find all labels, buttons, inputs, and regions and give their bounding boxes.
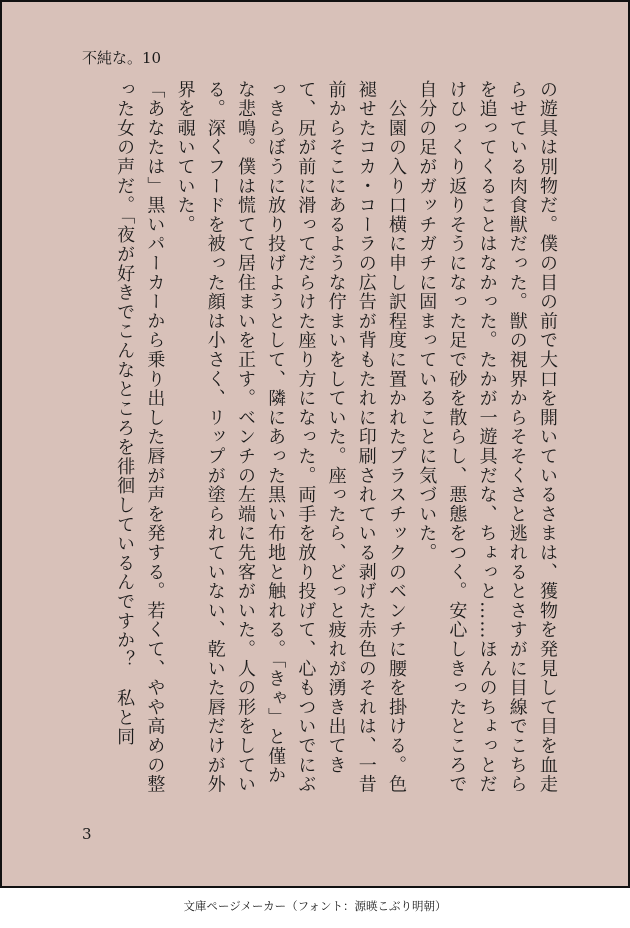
paragraph-1: の遊具は別物だ。僕の目の前で大口を開いているさまは、獲物を発見して目を血走らせている肉食獣だった。獣の視界からそそくさと逃れるとさすがに目線でこちらを追ってくることはなかった。たかが一遊具だな、ちょっと……ほんのちょっとだけひっくり返りそうになった足で砂を散らし、悪態をつく。安心しきったところで自分の足がガッチガチに固まっていることに気づいた。 <box>416 80 558 795</box>
paragraph-3 <box>109 80 169 795</box>
page-header-title: 不純な。10 <box>82 49 162 67</box>
body-text <box>78 80 562 795</box>
paragraph-3-part-2: ところを徘徊しているんですか？ 私と同 <box>114 379 136 747</box>
paragraph-3-part-1: 「あなたは」黒いパーカーから乗り出した唇が声を発する。若くて、やや高めの整った女の声だ。「夜が好きでこんな <box>114 80 166 795</box>
footer-caption: 文庫ページメーカー（フォント：源暎こぶり明朝） <box>183 899 447 913</box>
page-number: 3 <box>82 825 92 843</box>
paragraph-2: 公園の入り口横に申し訳程度に置かれたプラスチックのベンチに腰を掛ける。色褪せたコカ・コーラの広告が背もたれに印刷されている剥げた赤色のそれは、一昔前からそこにあるような佇まいをしていた。座ったら、どっと疲れが湧き出てきて、尻が前に滑ってだらけた座り方になった。両手を放り投げて、心もついでにぶっきらぼうに放り投げようとして、隣にあった黒い布地と触れる。「きゃ」と僅かな悲鳴。僕は慌てて居住まいを正す。ベンチの左端に先客がいた。人の形をしている。深くフードを被った顔は小さく、リップが塗られていない、乾いた唇だけが外界を覗いていた。 <box>174 80 407 795</box>
